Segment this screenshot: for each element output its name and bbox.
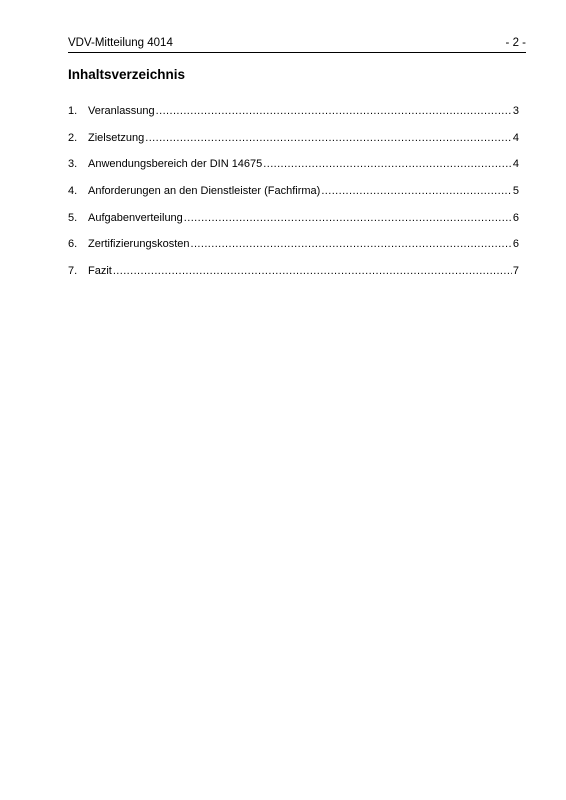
toc-entry-label: Anwendungsbereich der DIN 14675 (88, 158, 263, 171)
toc-leader-dots (321, 184, 512, 198)
toc-entry-label: Zielsetzung (88, 131, 145, 144)
toc-entry-number: 4. (68, 185, 78, 198)
toc-entry-label: Veranlassung (88, 105, 155, 117)
toc-entry-number: 1. (68, 105, 78, 117)
page-number: - 2 - (505, 37, 526, 49)
document-title: VDV-Mitteilung 4014 (68, 37, 173, 49)
toc-entry-number: 7. (68, 265, 78, 278)
toc-entry-number: 3. (68, 158, 78, 171)
table-of-contents (68, 104, 519, 291)
toc-entry[interactable] (68, 184, 519, 211)
toc-entry-number: 2. (68, 131, 78, 144)
header-divider (68, 52, 526, 53)
toc-entry[interactable] (68, 157, 519, 184)
toc-leader-dots (113, 264, 512, 278)
toc-entry[interactable] (68, 237, 519, 264)
page-header (68, 36, 526, 52)
toc-heading: Inhaltsverzeichnis (68, 67, 186, 82)
toc-leader-dots (263, 157, 512, 171)
toc-entry-page: 5 (512, 185, 519, 198)
toc-entry-page: 3 (512, 105, 519, 117)
toc-leader-dots (184, 211, 512, 225)
toc-entry-page: 4 (512, 158, 519, 171)
toc-leader-dots (156, 104, 512, 118)
toc-entry[interactable] (68, 264, 519, 291)
toc-entry-label: Zertifizierungskosten (88, 238, 190, 251)
toc-entry[interactable] (68, 131, 519, 158)
toc-entry-label: Aufgabenverteilung (88, 211, 183, 224)
toc-leader-dots (145, 131, 512, 145)
toc-entry-page: 4 (512, 131, 519, 144)
toc-entry-page: 6 (512, 238, 519, 251)
toc-leader-dots (191, 237, 512, 251)
toc-entry-label: Anforderungen an den Dienstleister (Fachfirma) (88, 185, 321, 198)
toc-entry[interactable] (68, 211, 519, 238)
toc-entry-label: Fazit (88, 265, 112, 278)
toc-entry-page: 6 (512, 211, 519, 224)
toc-entry-number: 6. (68, 238, 78, 251)
toc-entry-page: 7 (512, 265, 519, 278)
toc-entry[interactable] (68, 104, 519, 131)
toc-entry-number: 5. (68, 211, 78, 224)
